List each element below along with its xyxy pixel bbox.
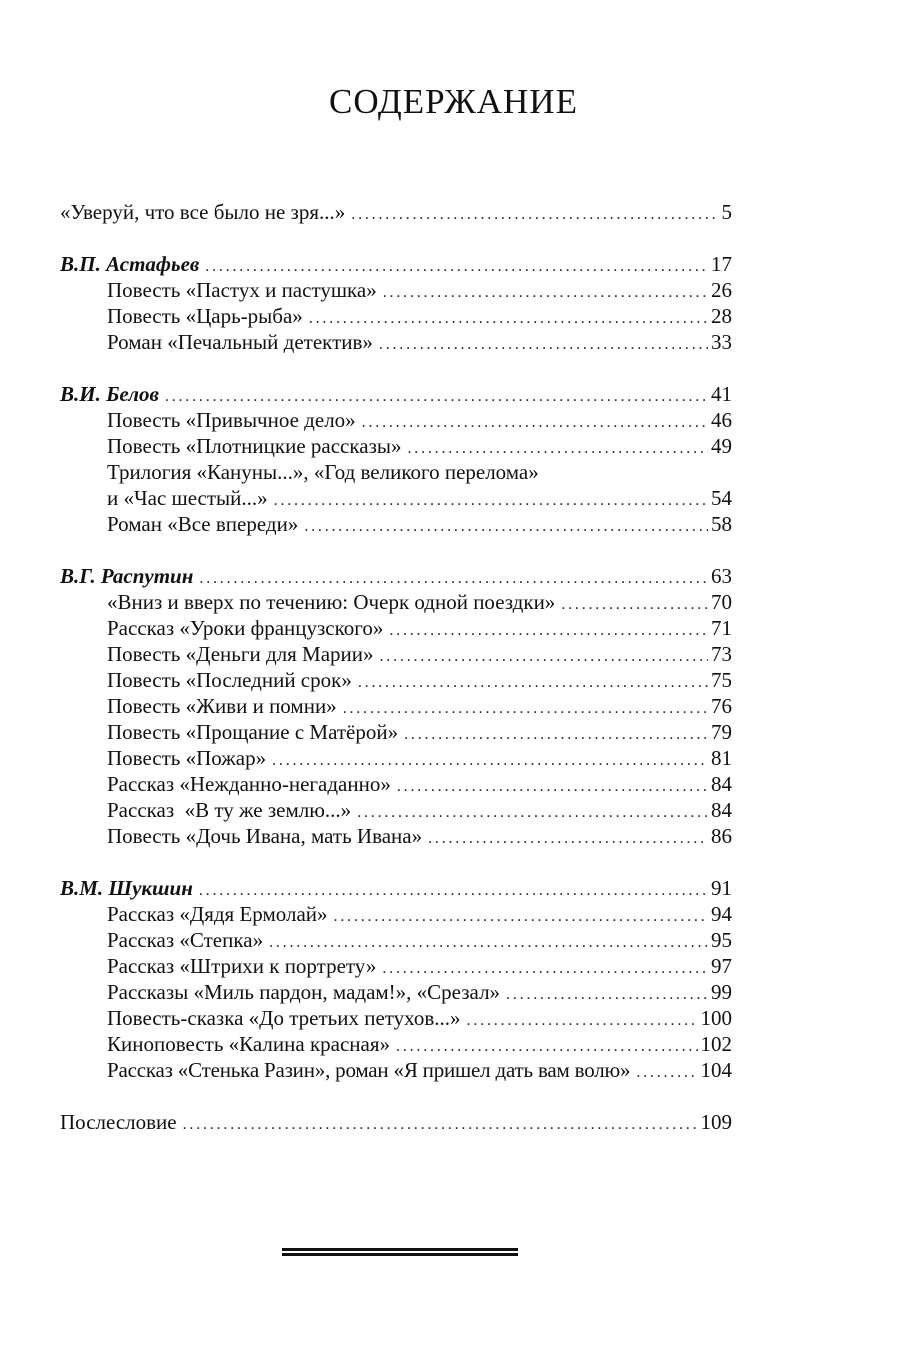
toc-entry-page: 71 [711, 616, 732, 640]
leader-dots [304, 518, 708, 536]
toc-entry-text: Повесть «Дочь Ивана, мать Ивана» [107, 824, 423, 848]
toc-entry-text: Рассказ «Стенька Разин», роман «Я пришел дать вам волю» [107, 1058, 631, 1082]
toc-entry-text: Роман «Печальный детектив» [107, 330, 373, 354]
toc-entry-page: 84 [711, 772, 732, 796]
toc-entry-text: Киноповесть «Калина красная» [107, 1032, 391, 1056]
toc-entry-page: 76 [711, 694, 732, 718]
toc-entry-text: Повесть «Пожар» [107, 746, 267, 770]
toc-entry-page: 104 [700, 1058, 732, 1082]
toc-entry-page: 94 [711, 902, 732, 926]
toc-entry-text: Повесть «Привычное дело» [107, 408, 356, 432]
toc-entry-page: 26 [711, 278, 732, 302]
toc-entry-page: 17 [711, 252, 732, 276]
leader-dots [379, 336, 708, 354]
toc-entry-page: 100 [700, 1006, 732, 1030]
toc-entry[interactable] [107, 1006, 732, 1032]
toc-entry-page: 33 [711, 330, 732, 354]
toc-entry[interactable] [107, 772, 732, 798]
toc-entry-text: Рассказ «Штрихи к портрету» [107, 954, 377, 978]
leader-dots [183, 1116, 698, 1134]
leader-dots [199, 882, 708, 900]
leader-dots [272, 752, 708, 770]
toc-entry[interactable] [107, 434, 732, 460]
toc-entry-text: Трилогия «Кануны...», «Год великого перелома» [107, 460, 539, 484]
toc-entry-page: 63 [711, 564, 732, 588]
toc-entry[interactable] [107, 954, 732, 980]
toc-entry-text: Повесть «Прощание с Матёрой» [107, 720, 399, 744]
toc-entry-page: 41 [711, 382, 732, 406]
leader-dots [334, 908, 708, 926]
toc-entry-text: Повесть «Последний срок» [107, 668, 352, 692]
author-name: В.П. Астафьев [60, 252, 200, 276]
toc-entry[interactable] [107, 512, 732, 538]
toc-author-rasputin[interactable] [60, 564, 732, 590]
toc-entry-page: 91 [711, 876, 732, 900]
toc-entry-text: Рассказ «Нежданно-негаданно» [107, 772, 391, 796]
toc-entry[interactable] [107, 642, 732, 668]
toc-entry-text: Рассказ «Степка» [107, 928, 264, 952]
toc-entry-text: и «Час шестый...» [107, 486, 268, 510]
toc-entry-intro[interactable] [60, 200, 732, 226]
toc-entry-page: 86 [711, 824, 732, 848]
leader-dots [199, 570, 708, 588]
toc-entry-text: Повесть «Пастух и пастушка» [107, 278, 377, 302]
toc-entry[interactable] [107, 668, 732, 694]
toc-author-astafiev[interactable] [60, 252, 732, 278]
toc-entry[interactable] [107, 928, 732, 954]
toc-entry-text: Повесть «Деньги для Марии» [107, 642, 374, 666]
toc-entry-page: 58 [711, 512, 732, 536]
toc-entry[interactable] [107, 278, 732, 304]
toc-entry[interactable] [107, 408, 732, 434]
toc-entry-text: «Уверуй, что все было не зря...» [60, 200, 346, 224]
toc-entry[interactable] [107, 616, 732, 642]
toc-entry[interactable] [107, 798, 732, 824]
toc-entry[interactable] [107, 902, 732, 928]
closing-double-rule [282, 1248, 518, 1256]
toc-entry-page: 79 [711, 720, 732, 744]
toc-entry-page: 81 [711, 746, 732, 770]
toc-entry-page: 49 [711, 434, 732, 458]
leader-dots [343, 700, 708, 718]
toc-entry-page: 102 [700, 1032, 732, 1056]
leader-dots [636, 1064, 697, 1082]
toc-entry[interactable] [107, 746, 732, 772]
toc-entry[interactable] [107, 1032, 732, 1058]
leader-dots [269, 934, 708, 952]
toc-entry-text: Послесловие [60, 1110, 177, 1134]
toc-entry-page: 54 [711, 486, 732, 510]
leader-dots [274, 492, 708, 510]
leader-dots [428, 830, 708, 848]
toc-entry-page: 70 [711, 590, 732, 614]
leader-dots [396, 1038, 697, 1056]
leader-dots [467, 1012, 698, 1030]
toc-entry-page: 46 [711, 408, 732, 432]
toc-entry[interactable] [107, 824, 732, 850]
leader-dots [404, 726, 708, 744]
toc-entry-afterword[interactable] [60, 1110, 732, 1136]
toc-author-shukshin[interactable] [60, 876, 732, 902]
author-name: В.И. Белов [60, 382, 159, 406]
leader-dots [351, 206, 718, 224]
toc-entry[interactable] [107, 486, 732, 512]
leader-dots [506, 986, 708, 1004]
leader-dots [561, 596, 708, 614]
leader-dots [358, 674, 708, 692]
toc-entry-page: 73 [711, 642, 732, 666]
leader-dots [165, 388, 708, 406]
leader-dots [383, 284, 708, 302]
toc-entry-page: 84 [711, 798, 732, 822]
leader-dots [362, 414, 708, 432]
leader-dots [309, 310, 708, 328]
leader-dots [380, 648, 709, 666]
toc-entry[interactable] [107, 980, 732, 1006]
toc-entry[interactable] [107, 694, 732, 720]
leader-dots [205, 258, 708, 276]
toc-entry-text: «Вниз и вверх по течению: Очерк одной поездки» [107, 590, 556, 614]
toc-entry-text: Повесть-сказка «До третьих петухов...» [107, 1006, 461, 1030]
author-name: В.Г. Распутин [60, 564, 194, 588]
toc-entry-page: 99 [711, 980, 732, 1004]
toc-entry-first-line[interactable] [107, 460, 732, 486]
toc-entry-page: 97 [711, 954, 732, 978]
leader-dots [407, 440, 708, 458]
toc-entry-text: Повесть «Плотницкие рассказы» [107, 434, 402, 458]
toc-entry-page: 109 [700, 1110, 732, 1134]
toc-entry-text: Рассказ «Уроки французского» [107, 616, 384, 640]
toc-entry-page: 28 [711, 304, 732, 328]
toc-entry[interactable] [107, 1058, 732, 1084]
toc-entry-text: Повесть «Живи и помни» [107, 694, 337, 718]
toc-entry[interactable] [107, 720, 732, 746]
toc-entry-text: Рассказ «В ту же землю...» [107, 798, 352, 822]
toc-entry-text: Рассказ «Дядя Ермолай» [107, 902, 328, 926]
toc-entry[interactable] [107, 330, 732, 356]
toc-entry-text: Рассказы «Миль пардон, мадам!», «Срезал» [107, 980, 501, 1004]
toc-entry[interactable] [107, 304, 732, 330]
leader-dots [397, 778, 708, 796]
toc-entry-text: Роман «Все впереди» [107, 512, 299, 536]
author-name: В.М. Шукшин [60, 876, 193, 900]
leader-dots [357, 804, 708, 822]
leader-dots [382, 960, 708, 978]
page-title: СОДЕРЖАНИЕ [329, 82, 578, 121]
toc-entry-text: Повесть «Царь-рыба» [107, 304, 303, 328]
toc-entry-page: 95 [711, 928, 732, 952]
toc-entry-page: 5 [721, 200, 732, 224]
leader-dots [389, 622, 708, 640]
toc-entry[interactable] [107, 590, 732, 616]
toc-author-belov[interactable] [60, 382, 732, 408]
toc-entry-page: 75 [711, 668, 732, 692]
